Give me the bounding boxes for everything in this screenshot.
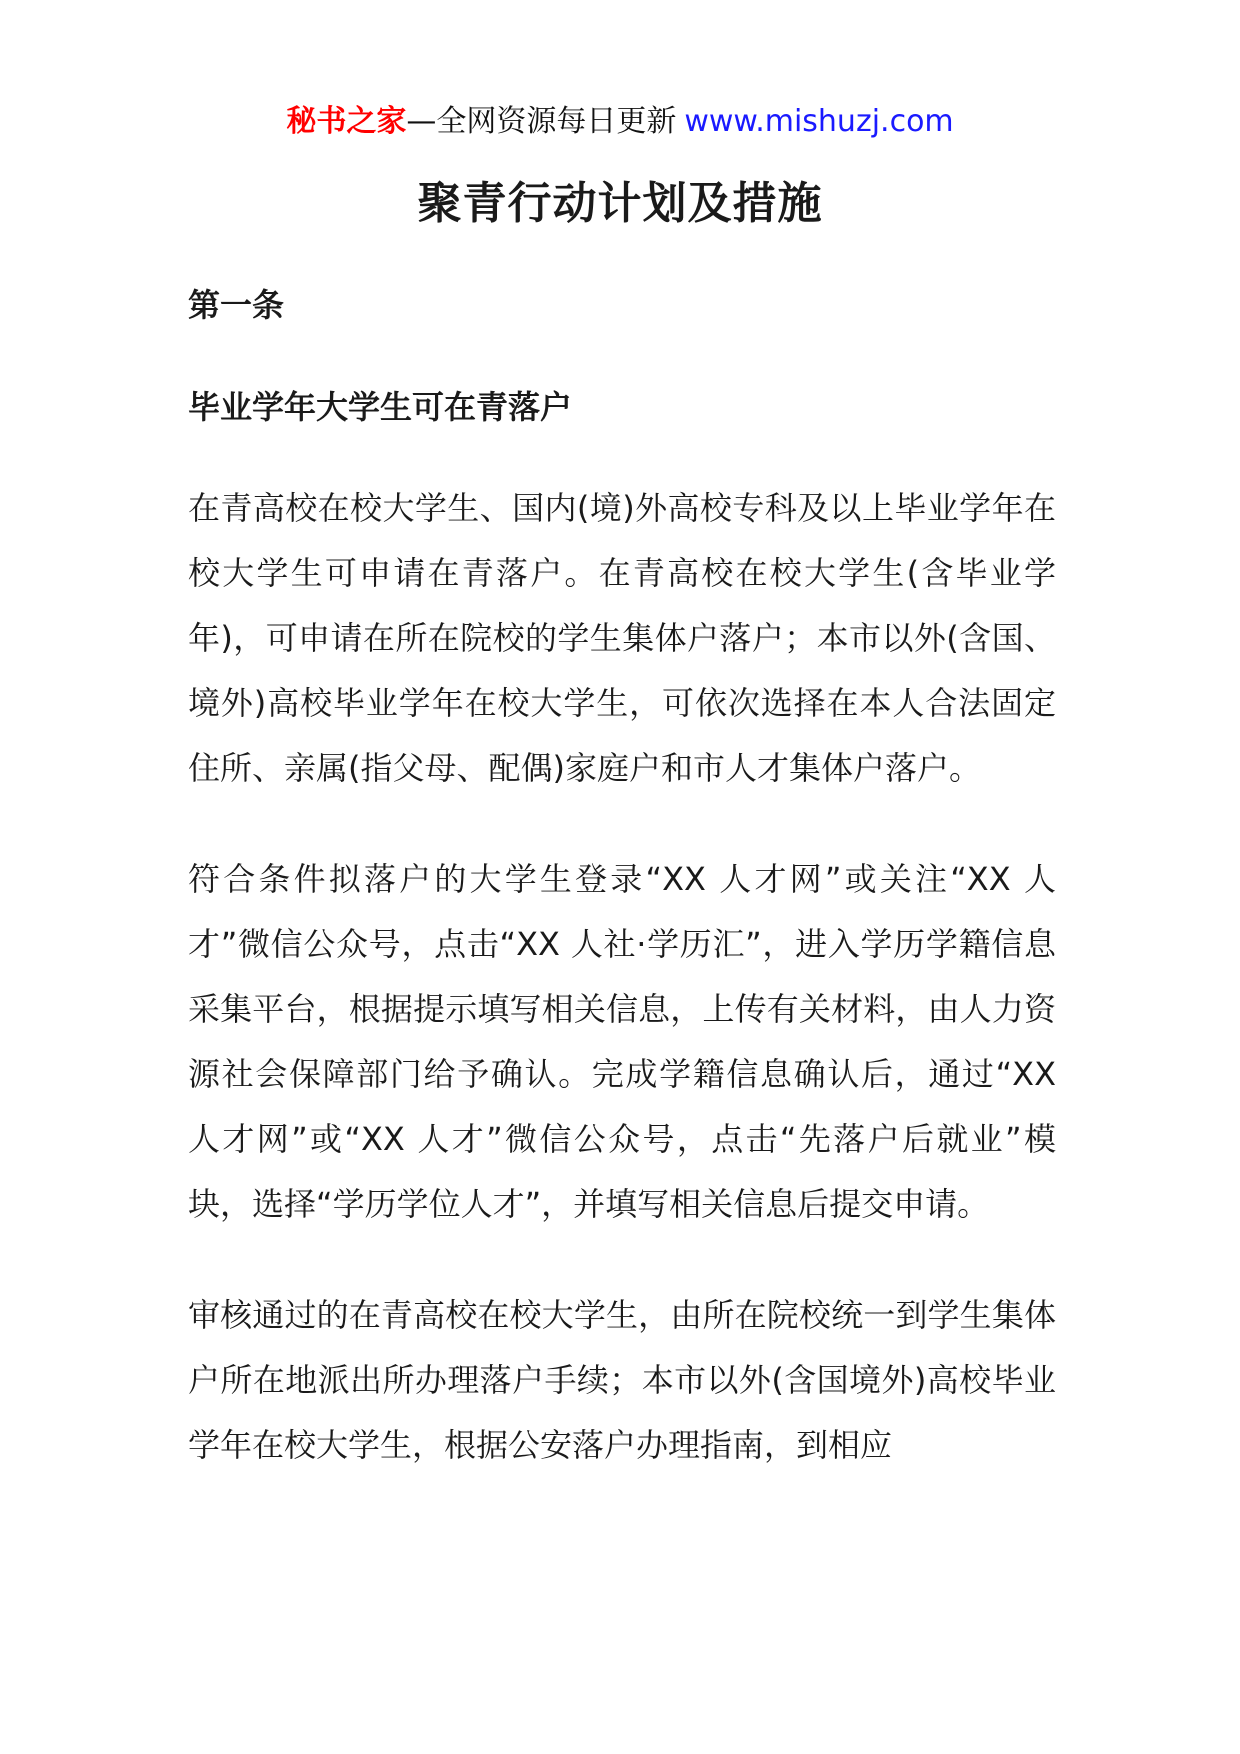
site-url-link[interactable]: www.mishuzj.com xyxy=(684,104,954,139)
site-header xyxy=(0,100,1240,144)
paragraph-3: 审核通过的在青高校在校大学生，由所在院校统一到学生集体户所在地派出所办理落户手续；本市以外(含国境外)高校毕业学年在校大学生，根据公安落户办理指南，到相应 xyxy=(188,1296,1056,1464)
section-subheading: 毕业学年大学生可在青落户 xyxy=(188,388,573,426)
paragraph-1: 在青高校在校大学生、国内(境)外高校专科及以上毕业学年在校大学生可申请在青落户。在青高校在校大学生(含毕业学年)，可申请在所在院校的学生集体户落户；本市以外(含国、境外)高校毕业学年在校大学生，可依次选择在本人合法固定住所、亲属(指父母、配偶)家庭户和市人才集体户落户。 xyxy=(188,489,1056,787)
document-body xyxy=(188,282,1056,1478)
section-heading: 第一条 xyxy=(188,286,285,324)
paragraph-2: 符合条件拟落户的大学生登录“XX 人才网”或关注“XX 人才”微信公众号，点击“XX 人社·学历汇”，进入学历学籍信息采集平台，根据提示填写相关信息，上传有关材料，由人力资源社会保障部门给予确认。完成学籍信息确认后，通过“XX 人才网”或“XX 人才”微信公众号，点击“先落户后就业”模块，选择“学历学位人才”，并填写相关信息后提交申请。 xyxy=(188,860,1056,1223)
brand-name: 秘书之家 xyxy=(286,104,407,139)
site-tagline: —全网资源每日更新 xyxy=(406,104,677,139)
document-title: 聚青行动计划及措施 xyxy=(417,178,823,229)
